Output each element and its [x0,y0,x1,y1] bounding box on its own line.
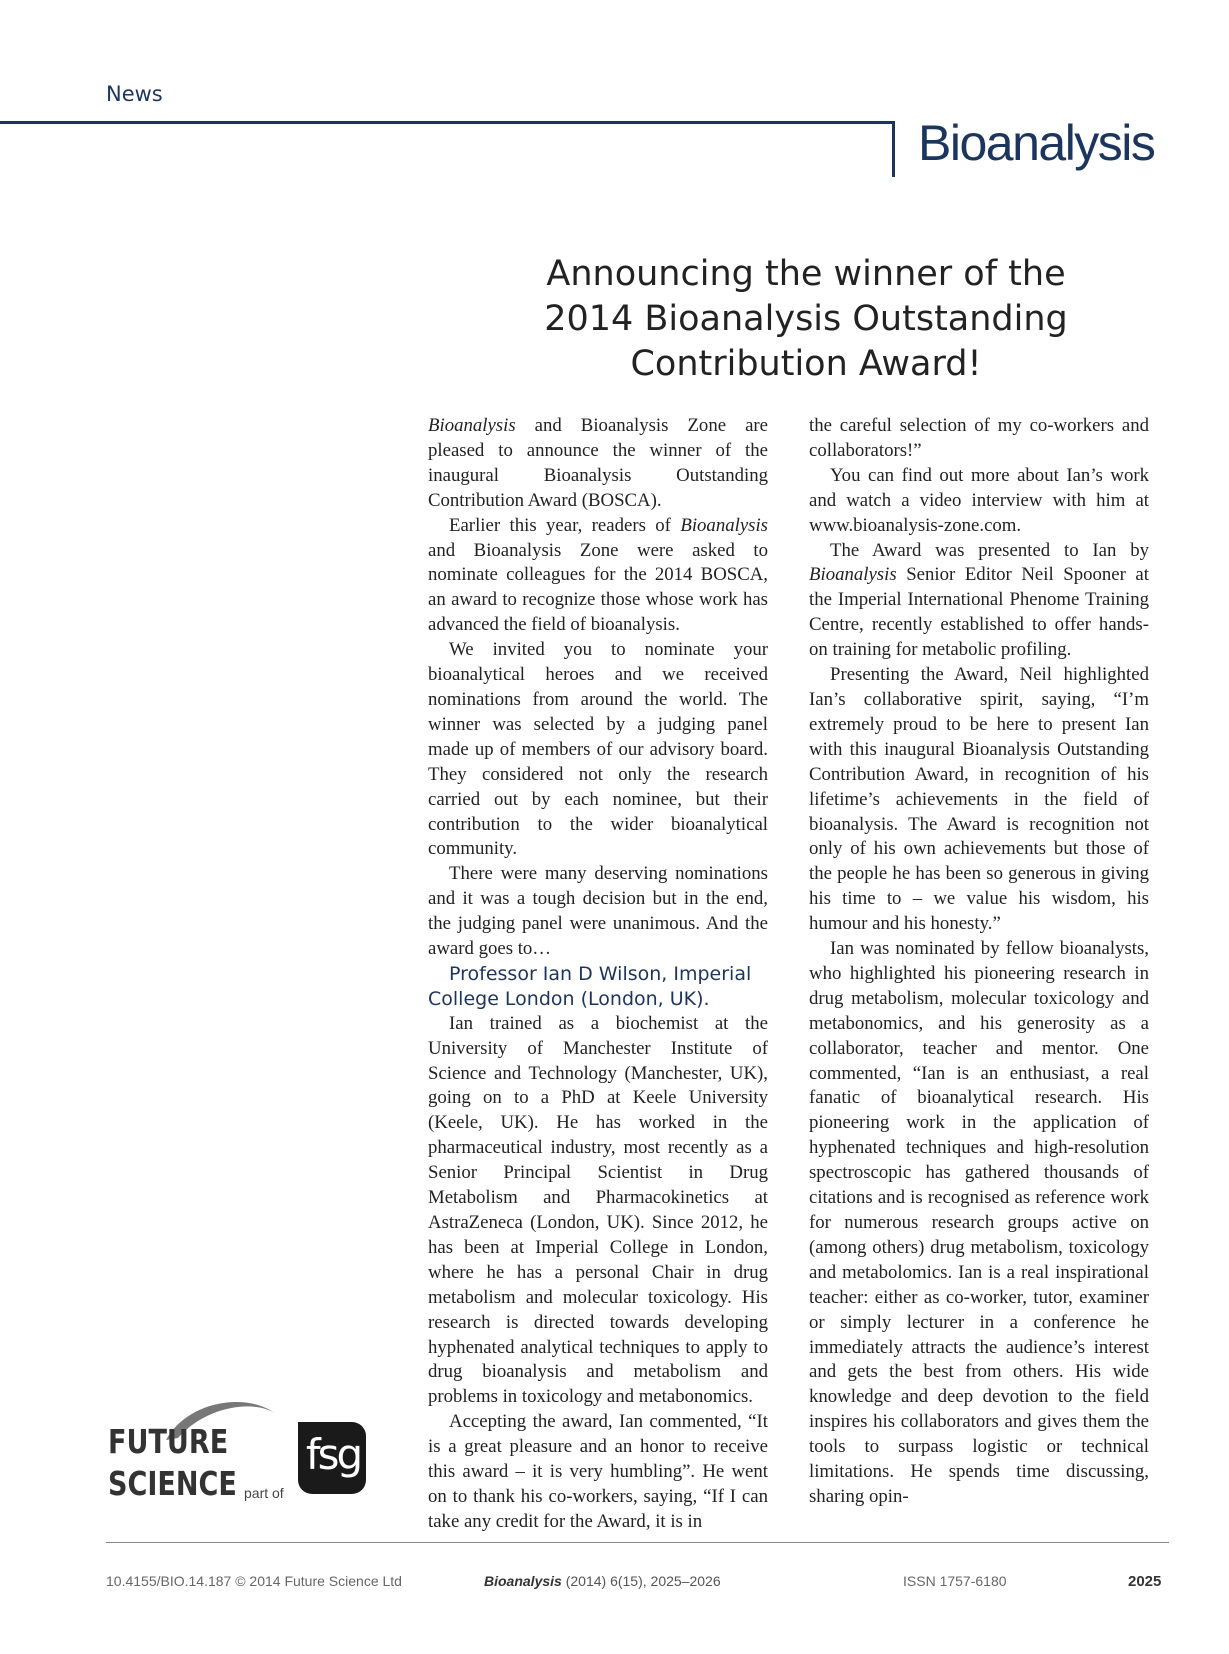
winner-name: Professor Ian D Wilson, Imperial College London (London, UK). [428,962,752,1010]
journal-name: Bioanalysis [809,564,897,586]
journal-name: Bioanalysis [680,514,768,536]
article-column-right [809,414,1149,1510]
paragraph: Ian was nominated by fellow bioanalysts, who highlighted his pioneering research in drug metabolism, molecular toxicology and metabonomics, and his generosity as a collaborator, teacher and mentor. One commented, “Ian is an enthusiast, a real fanatic of bioanalytical research. His pioneering work in the application of hyphenated techniques and high-resolution spectroscopic has gathered thousands of citations and is recognised as reference work for numerous research groups active on (among others) drug metabolism, toxicology and metabolomics. Ian is a real inspirational teacher: either as co-worker, tutor, examiner or simply lecturer in a conference he immediately attracts the audience’s interest and gets the best from others. His wide knowledge and deep devotion to the field inspires his collaborators and gives them the tools to surpass logistic or technical limitations. He spends time discussing, sharing opin- [809,938,1149,1507]
paragraph: We invited you to nominate your bioanalytical heroes and we received nominations from around the world. The winner was selected by a judging panel made up of members of our advisory board. They considered not only the research carried out by each nominee, but their contribution to the wider bioanalytical community. [428,639,768,860]
paragraph: You can find out more about Ian’s work and watch a video interview with him at www.bioanalysis-zone.com. [809,464,1149,536]
paragraph-text: Senior Editor Neil Spooner at the Imperial International Phenome Training Centre, recently established to offer hands-on training for metabolic profiling. [809,564,1149,661]
footer-citation-details: (2014) 6(15), 2025–2026 [561,1573,721,1589]
future-science-logo-future: FUTURE [108,1422,229,1461]
paragraph-text: Earlier this year, readers of [449,514,681,536]
paragraph: Ian trained as a biochemist at the University of Manchester Institute of Science and Technology (Manchester, UK), going on to a PhD at Keele University (Keele, UK). He has worked in the pharmaceutical industry, most recently as a Senior Principal Scientist in Drug Metabolism and Pharmacokinetics at AstraZeneca (London, UK). Since 2012, he has been at Imperial College in London, where he has a personal Chair in drug metabolism and molecular toxicology. His research is directed towards developing hyphenated analytical techniques to apply to drug bioanalysis and metabolism and problems in toxicology and metabonomics. [428,1012,768,1408]
title-line: Announcing the winner of the [546,254,1066,294]
page-number: 2025 [1128,1573,1162,1590]
footer-doi: 10.4155/BIO.14.187 © 2014 Future Science Ltd [106,1573,402,1589]
publisher-logos [108,1402,378,1512]
header-rule-vertical [892,121,895,177]
future-science-logo-science: SCIENCE [108,1464,237,1503]
paragraph-text: and Bioanalysis Zone are pleased to announce the winner of the inaugural Bioanalysis Outstanding Contribution Award (BOSCA). [428,415,768,511]
paragraph [809,539,1149,664]
title-line: 2014 Bioanalysis Outstanding [544,299,1068,339]
footer-journal: Bioanalysis [484,1573,562,1589]
paragraph: There were many deserving nominations and it was a tough decision but in the end, the judging panel were unanimous. And the award goes to… [428,863,768,960]
part-of-label: part of [244,1485,284,1501]
paragraph [428,414,768,514]
paragraph-text: and Bioanalysis Zone were asked to nominate colleagues for the 2014 BOSCA, an award to recognize those whose work has advanced the field of bioanalysis. [428,539,768,636]
paragraph-text: The Award was presented to Ian by [830,539,1149,561]
article-column-left [428,414,768,1535]
journal-name: Bioanalysis [428,415,516,436]
journal-logo: Bioanalysis [918,115,1155,171]
fsg-logo-text: fsg [305,1430,361,1479]
header-rule [0,121,892,124]
paragraph: Accepting the award, Ian commented, “It is a great pleasure and an honor to receive this award – it is very humbling”. He went on to thank his co-workers, saying, “If I can take any credit for the Award, it is in [428,1411,768,1532]
paragraph: Presenting the Award, Neil highlighted Ian’s collaborative spirit, saying, “I’m extremely proud to be here to present Ian with this inaugural Bioanalysis Outstanding Contribution Award, in recognition of his lifetime’s achievements in the field of bioanalysis. The Award is recognition not only of his own achievements but those of the people he has been so generous in giving his time to – we value his wisdom, his humour and his honesty.” [809,664,1149,935]
footer-issn: ISSN 1757-6180 [903,1573,1007,1589]
section-label: News [106,82,163,106]
paragraph [428,514,768,639]
footer-citation [484,1573,721,1589]
title-line: Contribution Award! [630,344,982,384]
article-title [522,252,1090,387]
footer-rule [106,1542,1169,1543]
paragraph: the careful selection of my co-workers and collaborators!” [809,415,1149,461]
